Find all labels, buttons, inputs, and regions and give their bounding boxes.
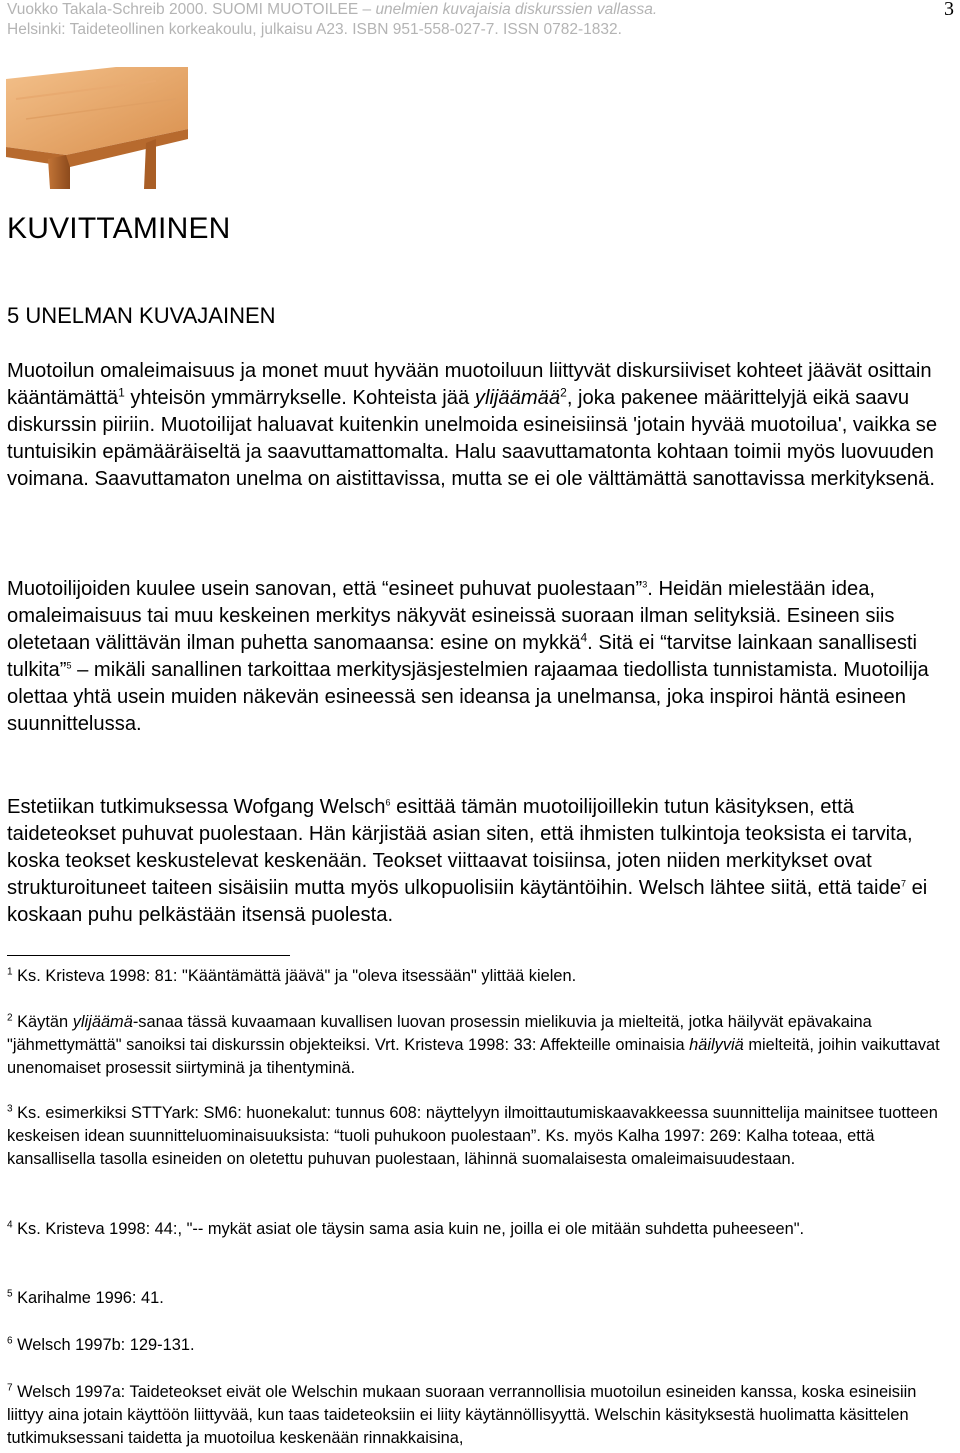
page-title: KUVITTAMINEN <box>7 212 231 245</box>
footnote-3: $^3$ Ks. esimerkiksi STTYark: SM6: huonekalut: tunnus 608: näyttelyyn ilmoittautumiskaavakkeessa suunnittelija mainitsee tuotteen keskeisen idean suunnitteluominaisuuksista: “tuoli puhukoon puolestaan”. Ks. myös Kalha 1997: 269: Kalha toteaa, että kansallisella tasolla esineiden on oletettu puhuvan puolestaan, lähinnä suomalaisesta omaleimaisuudestaan. <box>7 1103 938 1168</box>
header-book-title: unelmien kuvajaisia diskurssien vallassa. <box>375 1 658 18</box>
wooden-table-corner-photo <box>6 59 188 189</box>
table-photo-icon <box>6 59 188 189</box>
footnote-ref-2: 2 <box>560 385 567 400</box>
header-line-2: Helsinki: Taideteollinen korkeakoulu, julkaisu A23. ISBN 951-558-027-7. ISSN 0782-1832. <box>7 21 622 38</box>
section-heading: 5 UNELMAN KUVAJAINEN <box>7 303 276 328</box>
footnote-ref-4: 4 <box>580 630 588 645</box>
footnote-7: $^7$ Welsch 1997a: Taideteokset eivät ole Welschin mukaan suoraan verrannollisia muotoilun esineiden kanssa, koska esineisiin liittyy aina jotain käyttöön liittyvää, kun taas taideteoksiin ei liity käytännöllisyyttä. Welschin käsityksestä huolimatta käsittelen tutkimuksessani taidetta ja muotoilua keskenään rinnakkaisina, <box>7 1382 917 1447</box>
footnote-4: $^4$ Ks. Kristeva 1998: 44:, "-- mykät asiat ole täysin sama asia kuin ne, joilla ei ole mitään suhdetta puheeseen". <box>7 1219 805 1238</box>
footnote-ref-6: 6 <box>385 797 391 808</box>
paragraph-2: Muotoilijoiden kuulee usein sanovan, että “esineet puhuvat puolestaan”$^3$. Heidän mielestään idea, omaleimaisuus tai muu keskeinen merkitys näkyvät esineissä suoraan ilman selityksiä. Esineen siis oletetaan välittävän ilman puhetta sanomaansa: esine on mykkä$^4$. Sitä ei “tarvitse lainkaan sanallisesti tulkita”$^5$ – mikäli sanallinen tarkoittaa merkitysjäsjestelmien rajaamaa tiedollista tunnistamista. Muotoilija olettaa yhtä usein muiden näkevän esineessä sen ideansa ja unelmansa, joka inspiroi häntä esineen suunnittelussa. <box>7 578 929 735</box>
footnote-ref-7: 7 <box>900 878 906 889</box>
paragraph-3: Estetiikan tutkimuksessa Wofgang Welsch$^6$ esittää tämän muotoilijoillekin tutun käsityksen, että taideteokset puhuvat puolestaan. Hän kärjistää asian siten, että ihmisten tulkintoja teoksista ei tarvita, koska teokset keskustelevat keskenään. Teokset viittaavat toisiinsa, joten niiden merkitykset ovat strukturoituneet taiteen sisäisiin mutta myös ulkopuolisiin käytäntöihin. Welsch lähtee siitä, että taide$^7$ ei koskaan puhu pelkästään itsensä puolesta. <box>7 796 928 926</box>
footnote-1: $^1$ Ks. Kristeva 1998: 81: "Kääntämättä jäävä" ja "oleva itsessään" ylittää kielen. <box>7 966 577 985</box>
page-number: 3 <box>944 0 954 20</box>
header-line-1: Vuokko Takala-Schreib 2000. SUOMI MUOTOILEE – unelmien kuvajaisia diskurssien vallassa. <box>7 1 658 18</box>
emphasis-ylijaamaa: ylijäämää <box>474 387 561 409</box>
footnote-2: $^2$ Käytän ylijäämä-sanaa tässä kuvaamaan kuvallisen luovan prosessin mielikuvia ja mielteitä, jotka häilyvät epävakaina "jähmettymättä" sanoiksi tai diskurssin objekteiksi. Vrt. Kristeva 1998: 33: Affekteille ominaisia häilyviä mielteitä, joihin vaikuttavat unenomaiset prosessit siirtyminä ja tihentyminä. <box>7 1012 940 1077</box>
footnote-divider <box>7 955 290 956</box>
footnote-6: $^6$ Welsch 1997b: 129-131. <box>7 1335 195 1354</box>
footnote-5: $^5$ Karihalme 1996: 41. <box>7 1288 164 1307</box>
running-header <box>7 0 907 40</box>
footnote-ref-3: 3 <box>642 579 648 590</box>
paragraph-1: Muotoilun omaleimaisuus ja monet muut hyvään muotoiluun liittyvät diskursiiviset kohteet jäävät osittain kääntämättä$^1$ yhteisön ymmärrykselle. Kohteista jää ylijäämää$^2$, joka pakenee määrittelyjä eikä saavu diskurssin piiriin. Muotoilijat haluavat kuitenkin unelmoida esineisiinsä 'jotain hyvää muotoilua', vaikka se tuntuisikin epämääräiseltä ja saavuttamattomalta. Halu saavuttamatonta kohtaan toimii myös luovuuden voimana. Saavuttamaton unelma on aistittavissa, mutta se ei ole välttämättä sanottavissa merkityksenä. <box>7 360 938 490</box>
footnote-ref-5: 5 <box>66 660 72 671</box>
footnote-ref-1: 1 <box>118 385 125 400</box>
